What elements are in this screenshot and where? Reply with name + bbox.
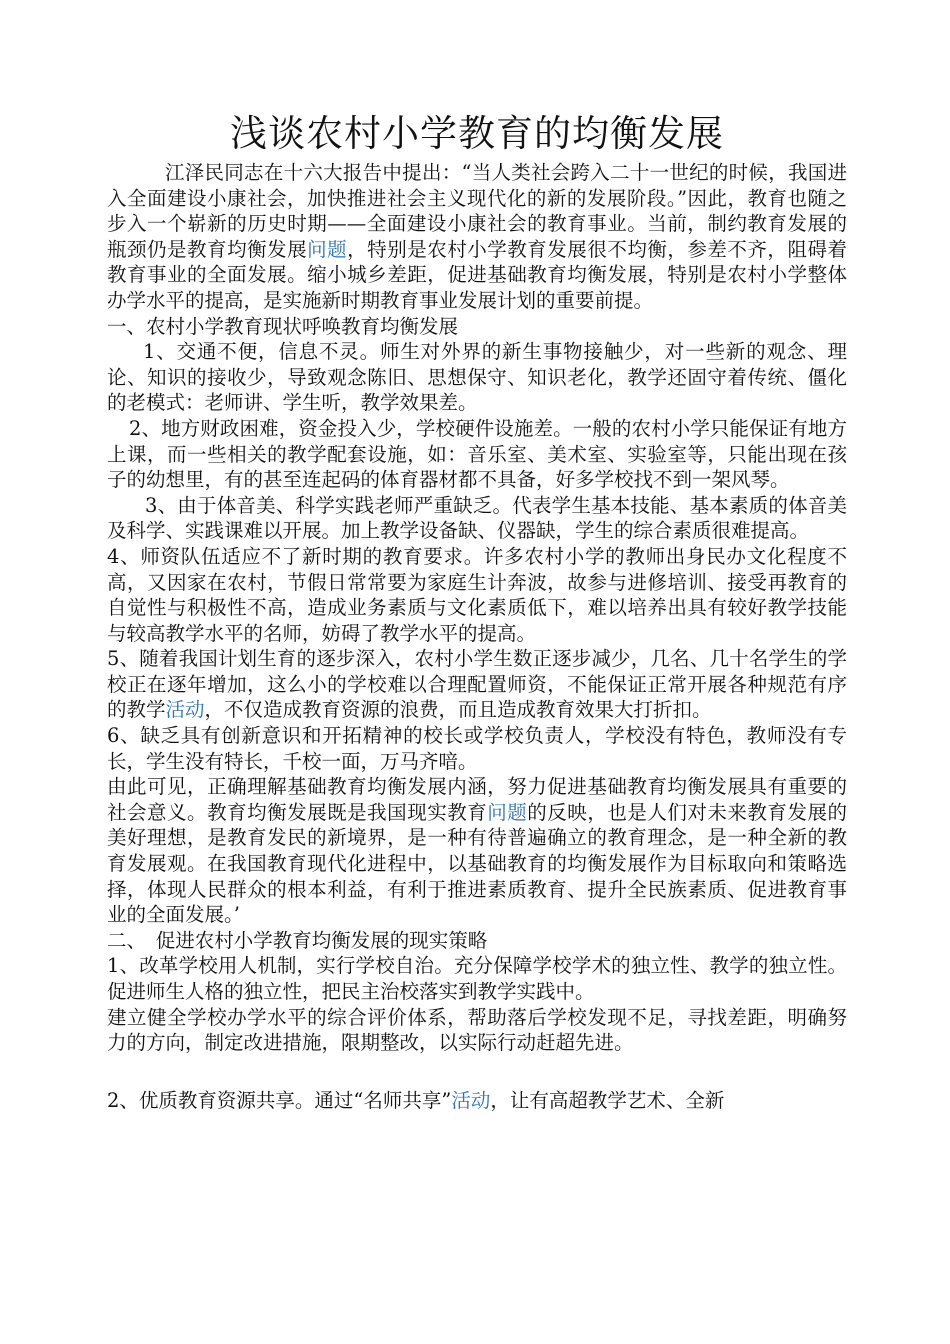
point5-text-a: 5、随着我国计划生育的逐步深入，农村小学生数正逐步减少，几名、几十名学生的学校正在逐年增加，这么小的学校难以合理配置师资，不能保证正常开展各种规范有序的教学: [107, 647, 847, 722]
section2-point-1: 1、改革学校用人机制，实行学校自治。充分保障学校学术的独立性、教学的独立性。促进师生人格的独立性，把民主治校落实到教学实践中。: [107, 954, 847, 1003]
point2-text-b: ，让有高超教学艺术、全新: [490, 1088, 725, 1112]
link-wenti-2[interactable]: 问题: [487, 800, 528, 824]
section2-point-2: [107, 1088, 847, 1114]
intro-text-b: ，特别是农村小学教育发展很不均衡，参差不齐，阻碍着教育事业的全面发展。缩小城乡差距，促进基础教育均衡发展，特别是农村小学整体办学水平的提高，是实施新时期教育事业发展计划的重要前提。: [107, 237, 847, 312]
section1-point-3: 3、由于体音美、科学实践老师严重缺乏。代表学生基本技能、基本素质的体音美及科学、实践课难以开展。加上教学设备缺、仪器缺，学生的综合素质很难提高。: [107, 493, 847, 543]
section1-heading: 一、农村小学教育现状呼唤教育均衡发展: [107, 314, 459, 338]
intro-paragraph: [107, 160, 847, 314]
conclusion-text-a: 由此可见，正确理解基础教育均衡发展内涵，努力促进基础教育均衡发展具有重要的社会意义。教育均衡发展既是我国现实教育: [107, 775, 847, 824]
section2-point-1-cont: 建立健全学校办学水平的综合评价体系，帮助落后学校发现不足，寻找差距，明确努力的方向，制定改进措施，限期整改，以实际行动赶超先进。: [107, 1005, 847, 1055]
link-huodong-1[interactable]: 活动: [165, 698, 205, 722]
document-title: 浅谈农村小学教育的均衡发展: [230, 112, 724, 155]
document-page: [107, 112, 847, 1113]
point5-text-b: ，不仅造成教育资源的浪费，而且造成教育效果大打折扣。: [204, 698, 712, 722]
section1-point-2: 2、地方财政困难，资金投入少，学校硬件设施差。一般的农村小学只能保证有地方上课，而一些相关的教学配套设施，如：音乐室、美术室、实验室等，只能出现在孩子的幼想里，有的甚至连起码的体育器材都不具备，好多学校找不到一架风琴。: [107, 416, 847, 492]
section1-point-6: 6、缺乏具有创新意识和开拓精神的校长或学校负责人，学校没有特色，教师没有专长，学生没有特长，千校一面，万马齐喑。: [107, 724, 847, 773]
point2-text-a: 2、优质教育资源共享。通过“名师共享”: [107, 1088, 452, 1112]
section1-point-1: 1、交通不便，信息不灵。师生对外界的新生事物接触少，对一些新的观念、理论、知识的接收少，导致观念陈旧、思想保守、知识老化，教学还固守着传统、僵化的老模式：老师讲、学生听，教学效果差。: [107, 340, 847, 415]
link-huodong-2[interactable]: 活动: [451, 1088, 491, 1112]
section1-point-5: [107, 646, 847, 723]
section1-conclusion: [107, 774, 847, 928]
paragraph-gap: [107, 1056, 847, 1088]
conclusion-text-b: 的反映，也是人们对未来教育发展的美好理想，是教育发民的新境界，是一种有待普遍确立的教育理念，是一种全新的教育发展观。在我国教育现代化进程中，以基础教育的均衡发展作为目标取向和策略选择，体现人民群众的根本利益，有利于推进素质教育、提升全民族素质、促进教育事业的全面发展。’: [107, 800, 847, 927]
link-wenti-1[interactable]: 问题: [307, 237, 348, 261]
section2-heading: 二、 促进农村小学教育均衡发展的现实策略: [107, 928, 488, 952]
intro-text-a: 江泽民同志在十六大报告中提出：“当人类社会跨入二十一世纪的时候，我国进入全面建设小康社会，加快推进社会主义现代化的新的发展阶段。”因此，教育也随之步入一个崭新的历史时期——全面建设小康社会的教育事业。当前，制约教育发展的瓶颈仍是教育均衡发展: [107, 161, 847, 261]
section1-point-4: 4、师资队伍适应不了新时期的教育要求。许多农村小学的教师出身民办文化程度不高，又因家在农村，节假日常常要为家庭生计奔波，故参与进修培训、接受再教育的自觉性与积极性不高，造成业务素质与文化素质低下，难以培养出具有较好教学技能与较高教学水平的名师，妨碍了教学水平的提高。: [107, 544, 847, 645]
